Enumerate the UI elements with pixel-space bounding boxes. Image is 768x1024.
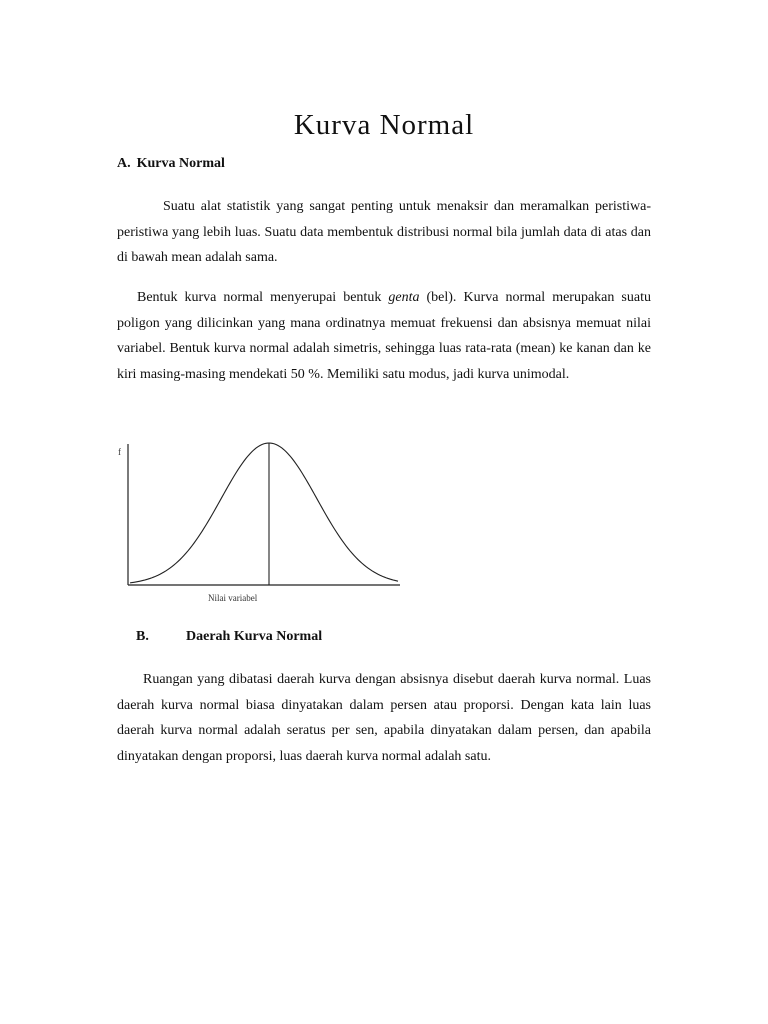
paragraph-2-text-end: (bel). Kurva normal merupakan suatu poligon yang dilicinkan yang mana ordinatnya memuat frekuensi dan absisnya memuat nilai variabel. Bentuk kurva normal adalah simetris, sehingga luas rata-rata (mean) ke kanan dan ke kiri masing-masing mendekati 50 %. Memiliki satu modus, jadi kurva unimodal. <box>117 290 651 382</box>
normal-curve-svg <box>112 438 412 608</box>
section-b-heading <box>136 627 322 647</box>
section-a-paragraph-2 <box>117 285 651 387</box>
section-a-title: Kurva Normal <box>136 156 225 171</box>
section-a-paragraph-1: Suatu alat statistik yang sangat penting untuk menaksir dan meramalkan peristiwa-peristiwa yang lebih luas. Suatu data membentuk distribusi normal bila jumlah data di atas dan di bawah mean adalah sama. <box>117 199 651 265</box>
y-axis-label: f <box>118 447 121 457</box>
genta-italic-word: genta <box>388 290 420 305</box>
section-b-number: B. <box>136 629 149 644</box>
page-title: Kurva Normal <box>293 109 475 142</box>
x-axis-label: Nilai variabel <box>208 593 258 603</box>
paragraph-2-text-start: Bentuk kurva normal menyerupai bentuk <box>137 290 389 305</box>
section-b-title: Daerah Kurva Normal <box>186 629 323 644</box>
section-a-number: A. <box>117 156 131 171</box>
normal-curve-figure <box>112 438 412 608</box>
section-a-heading <box>117 154 225 174</box>
section-b-paragraph-1: Ruangan yang dibatasi daerah kurva dengan absisnya disebut daerah kurva normal. Luas daerah kurva normal biasa dinyatakan dalam persen atau proporsi. Dengan kata lain luas daerah kurva normal adalah seratus per sen, apabila dinyatakan dalam persen, dan apabila dinyatakan dengan proporsi, luas daerah kurva normal adalah satu. <box>117 672 651 764</box>
bell-curve <box>130 443 398 583</box>
